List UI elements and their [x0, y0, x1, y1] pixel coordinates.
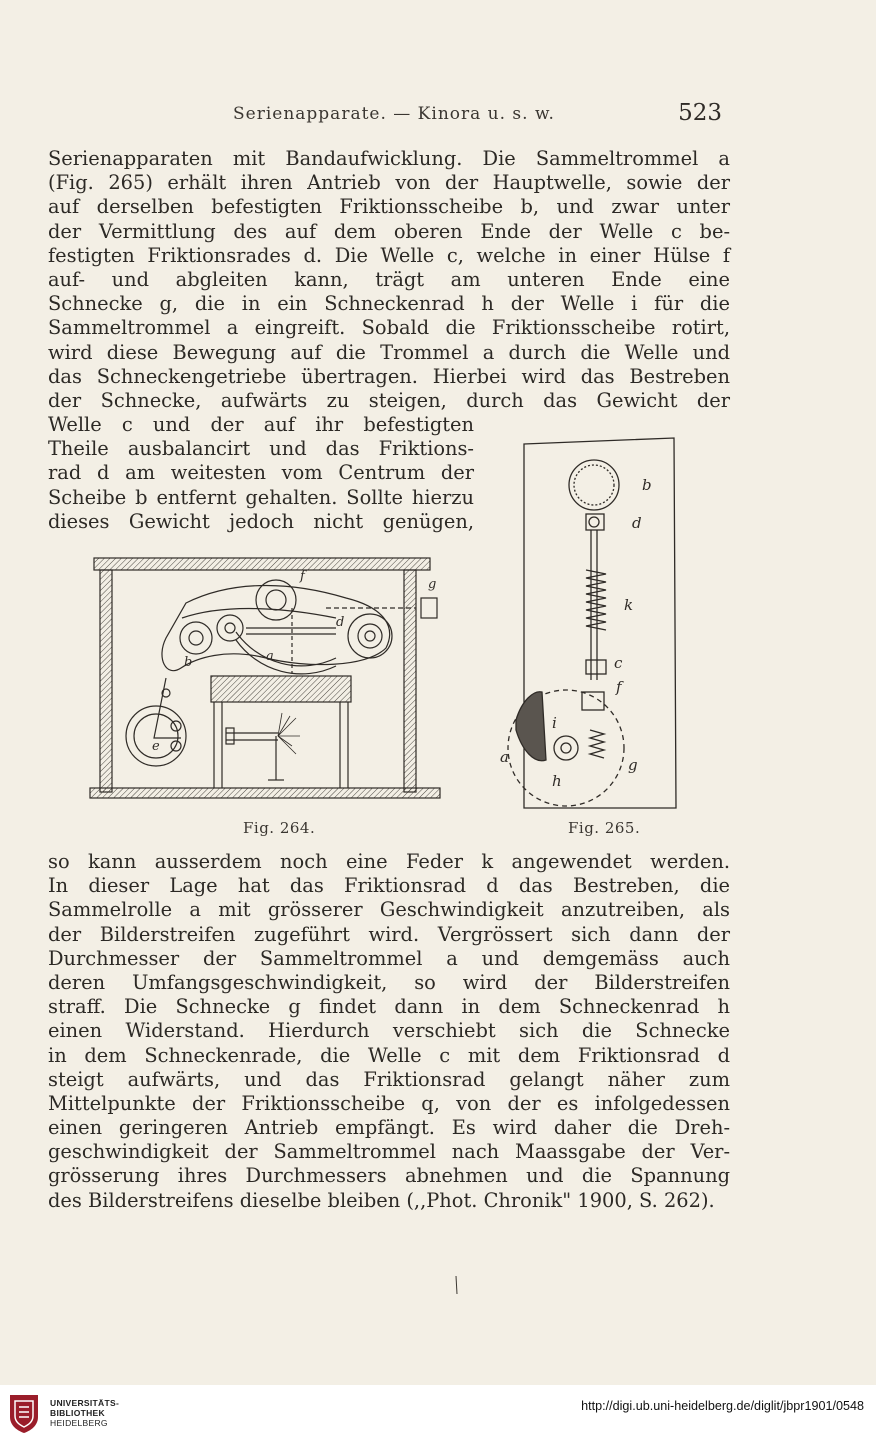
text-line: der Vermittlung des auf dem oberen Ende der Welle c be-: [48, 219, 730, 243]
text-line: Schnecke g, die in ein Schneckenrad h der Welle i für die: [48, 292, 730, 316]
digitization-footer: [0, 1385, 876, 1447]
fig265-label-i: i: [552, 714, 557, 732]
paragraph-1-narrow: [48, 413, 474, 534]
fig265-label-b: b: [642, 476, 652, 494]
text-line: wird diese Bewegung auf die Trommel a durch die Welle und: [48, 340, 730, 364]
text-line: In dieser Lage hat das Friktionsrad d das Bestreben, die: [48, 874, 730, 898]
running-title: Serienapparate. — Kinora u. s. w.: [233, 104, 555, 124]
stray-ink-mark: [455, 1276, 458, 1294]
text-line: auf derselben befestigten Friktionsscheibe b, und zwar unter: [48, 195, 730, 219]
running-head: [48, 100, 728, 132]
text-line: des Bilderstreifens dieselbe bleiben (,,Phot. Chronik" 1900, S. 262).: [48, 1188, 715, 1212]
text-line: Theile ausbalancirt und das Friktions-: [48, 437, 474, 461]
fig265-label-c: c: [614, 654, 623, 672]
text-line: straff. Die Schnecke g findet dann in dem Schneckenrad h: [48, 995, 730, 1019]
text-line: Welle c und der auf ihr befestigten: [48, 413, 474, 436]
fig264-label-e: e: [152, 739, 160, 754]
text-line: einen geringeren Antrieb empfängt. Es wird daher die Dreh-: [48, 1116, 730, 1140]
text-line: Sammeltrommel a eingreift. Sobald die Friktionsscheibe rotirt,: [48, 316, 730, 340]
library-name-line: UNIVERSITÄTS-: [50, 1398, 120, 1408]
permalink-url[interactable]: http://digi.ub.uni-heidelberg.de/diglit/jbpr1901/0548: [581, 1399, 864, 1413]
university-seal-icon: [8, 1393, 40, 1433]
library-name: [50, 1399, 119, 1428]
text-line: der Bilderstreifen zugeführt wird. Vergrössert sich dann der: [48, 922, 730, 946]
fig264-label-a: a: [266, 649, 274, 664]
fig265-label-f: f: [616, 678, 622, 696]
figure-265-drawing: [502, 430, 678, 810]
text-line: so kann ausserdem noch eine Feder k angewendet werden.: [48, 850, 730, 873]
fig265-label-d: d: [632, 514, 642, 532]
fig265-label-h: h: [552, 772, 562, 790]
fig265-label-a: a: [500, 748, 509, 766]
text-line: Mittelpunkte der Friktionsscheibe q, von der es infolgedessen: [48, 1091, 730, 1115]
text-line: das Schneckengetriebe übertragen. Hierbei wird das Bestreben: [48, 364, 730, 388]
text-line: grösserung ihres Durchmessers abnehmen und die Spannung: [48, 1164, 730, 1188]
text-line: Sammelrolle a mit grösserer Geschwindigkeit anzutreiben, als: [48, 898, 730, 922]
library-name-line: HEIDELBERG: [50, 1417, 108, 1428]
text-line: festigten Friktionsrades d. Die Welle c, welche in einer Hülse f: [48, 243, 730, 267]
text-line: rad d am weitesten vom Centrum der: [48, 461, 474, 485]
figure-265-caption: Fig. 265.: [568, 819, 641, 837]
text-line: geschwindigkeit der Sammeltrommel nach Maassgabe der Ver-: [48, 1140, 730, 1164]
text-line: Serienapparaten mit Bandaufwicklung. Die Sammeltrommel a: [48, 147, 730, 170]
text-line: Durchmesser der Sammeltrommel a und demgemäss auch: [48, 946, 730, 970]
text-line: einen Widerstand. Hierdurch verschiebt sich die Schnecke: [48, 1019, 730, 1043]
text-line: in dem Schneckenrade, die Welle c mit dem Friktionsrad d: [48, 1043, 730, 1067]
fig264-label-d: d: [336, 615, 345, 630]
paragraph-2: [48, 850, 730, 1213]
text-line: (Fig. 265) erhält ihren Antrieb von der Hauptwelle, sowie der: [48, 171, 730, 195]
paragraph-1: [48, 147, 730, 413]
text-line: deren Umfangsgeschwindigkeit, so wird der Bilderstreifen: [48, 970, 730, 994]
text-line: steigt aufwärts, und das Friktionsrad gelangt näher zum: [48, 1067, 730, 1091]
figure-264-caption: Fig. 264.: [243, 819, 316, 837]
fig264-label-b: b: [184, 655, 193, 670]
library-name-line: BIBLIOTHEK: [50, 1407, 105, 1418]
fig264-label-f: f: [300, 569, 305, 584]
fig264-label-g: g: [428, 577, 437, 592]
page-number: 523: [678, 100, 722, 126]
text-line: dieses Gewicht jedoch nicht genügen,: [48, 509, 474, 533]
fig265-label-g: g: [628, 756, 638, 774]
text-line: auf- und abgleiten kann, trägt am unteren Ende eine: [48, 267, 730, 291]
figure-264-drawing: [86, 548, 448, 806]
text-line: der Schnecke, aufwärts zu steigen, durch das Gewicht der: [48, 388, 730, 412]
fig265-label-k: k: [624, 596, 634, 614]
text-line: Scheibe b entfernt gehalten. Sollte hierzu: [48, 485, 474, 509]
